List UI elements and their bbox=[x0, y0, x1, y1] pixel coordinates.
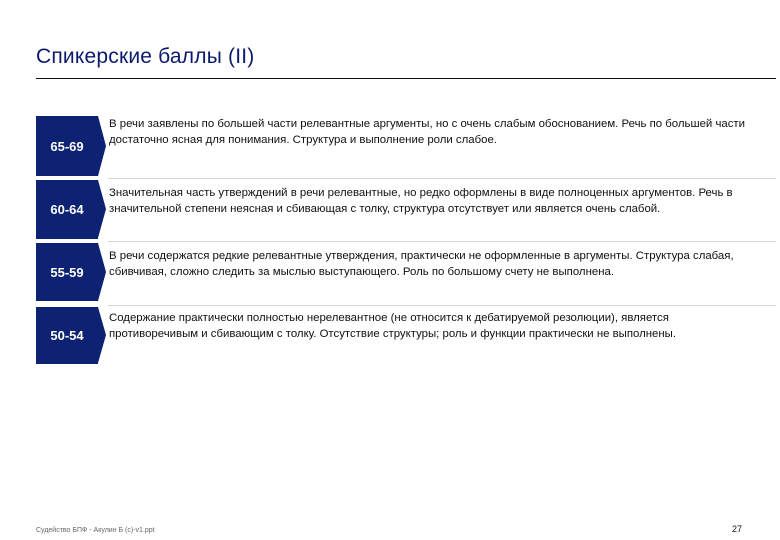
score-range-label: 65-69 bbox=[50, 138, 84, 154]
score-range-label: 60-64 bbox=[50, 202, 84, 217]
badge-arrow bbox=[98, 307, 106, 363]
badge-arrow bbox=[98, 243, 106, 301]
score-range-badge bbox=[36, 180, 98, 239]
badge-arrow bbox=[98, 180, 106, 238]
score-description: Содержание практически полностью нерелевантное (не относится к дебатируемой резолюции), является противоречивым и сбивающим с толку. Отсутствие структуры; роль и функции практически не выполнены. bbox=[109, 312, 677, 340]
score-row-55-59 bbox=[36, 243, 771, 301]
score-row-60-64 bbox=[36, 180, 771, 239]
score-description: В речи содержатся редкие релевантные утверждения, практически не оформленные в аргументы. Структура слабая, сбивчивая, сложно следить за мыслью выступающего. Роль по большому счету не выполнена. bbox=[109, 250, 734, 278]
title-underline bbox=[36, 78, 776, 79]
score-range-badge bbox=[36, 116, 98, 176]
score-description: В речи заявлены по большей части релевантные аргументы, но с очень слабым обоснованием. Речь по большей части достаточно ясная для понимания. Структура и выполнение роли слабое. bbox=[109, 118, 746, 146]
row-divider bbox=[108, 241, 776, 242]
page-number: 27 bbox=[732, 524, 743, 534]
row-divider bbox=[108, 305, 776, 306]
score-row-65-69 bbox=[36, 116, 771, 176]
score-range-label: 50-54 bbox=[50, 328, 84, 343]
score-range-label: 55-59 bbox=[50, 264, 84, 280]
row-divider bbox=[108, 178, 776, 179]
page-title: Спикерские баллы (II) bbox=[36, 45, 255, 68]
score-description: Значительная часть утверждений в речи релевантные, но редко оформлены в виде полноценных аргументов. Речь в значительной степени неясная и сбивающая с толку, структура отсутствует или является очень слабой. bbox=[109, 187, 733, 215]
badge-arrow bbox=[98, 116, 106, 176]
score-row-50-54 bbox=[36, 307, 771, 364]
score-range-badge bbox=[36, 307, 98, 364]
footer-source: Судейство БПФ - Акулин Б (с)-v1.ppt bbox=[36, 527, 155, 534]
score-range-badge bbox=[36, 243, 98, 301]
